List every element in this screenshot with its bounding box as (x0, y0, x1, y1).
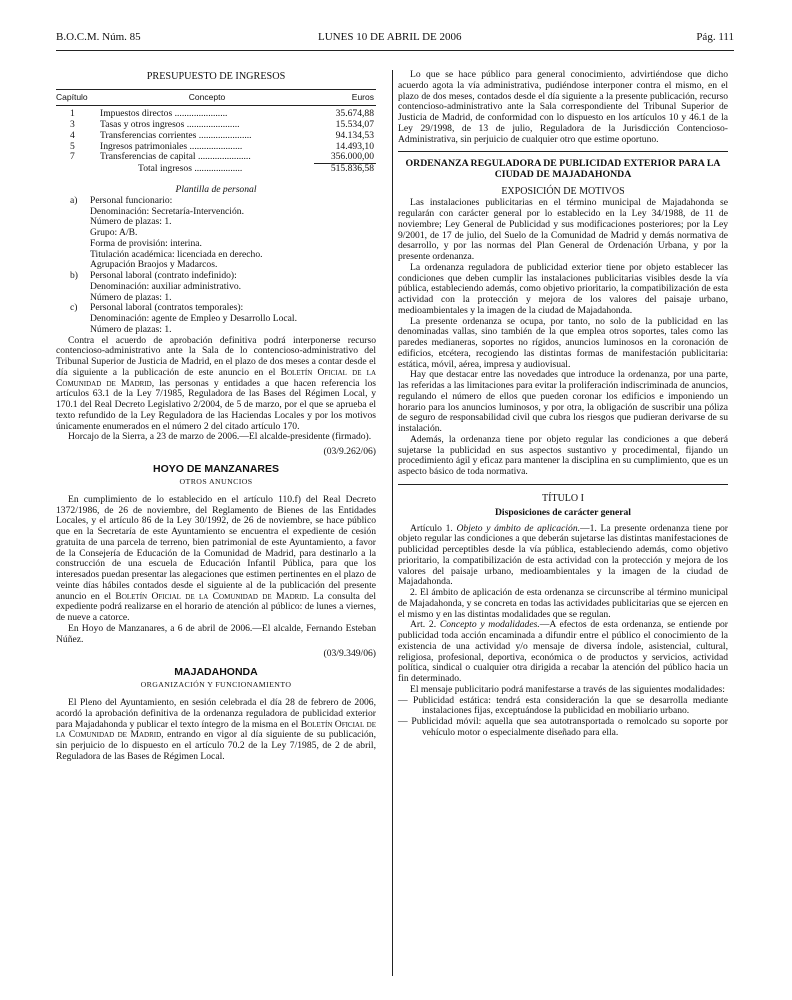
ordinance-title: ORDENANZA REGULADORA DE PUBLICIDAD EXTERIOR PARA LA CIUDAD DE MAJADAHONDA (405, 158, 721, 181)
staff-line: Número de plazas: 1. (90, 291, 172, 303)
publication-paragraph: Lo que se hace público para general conocimiento, advirtiéndose que dicho acuerdo agota la vía administrativa, pudiéndose interponer contra el mismo, en el plazo de dos meses, contados desde el día siguiente a la presente publicación, recurso contencioso-administrativo ante la Sala correspondiente del Tribunal Superior de Justicia de Madrid, de conformidad con lo dispuesto en los artículos 10 y 46.1 de la Ley 29/1998, de 13 de julio, Reguladora de la Jurisdicción Contencioso-Administrativa, sin perjuicio de cualquier otro que estime oportuno. (398, 69, 728, 145)
chapter-cell: 4 (70, 129, 75, 141)
exposition-paragraph: Además, la ordenanza tiene por objeto regular las condiciones a que deberá sujetarse la publicidad en sus aspectos sustantivo y procedimental, fijando un procedimiento ágil y eficaz para mantener la disciplina en su cumplimiento, que es un aspecto básico de toda normativa. (398, 433, 728, 477)
budget-table (56, 89, 376, 175)
amount-cell: 14.493,10 (335, 140, 374, 152)
budget-title: PRESUPUESTO DE INGRESOS (146, 71, 286, 82)
staff-title: Plantilla de personal (175, 183, 257, 195)
concept-cell: Transferencias corrientes ...................... (100, 129, 252, 141)
concept-cell: Ingresos patrimoniales ...................... (100, 140, 243, 152)
left-column (56, 70, 376, 763)
concept-cell: Tasas y otros ingresos ...................... (100, 119, 240, 130)
reference-1: (03/9.262/06) (323, 446, 376, 457)
amount-cell: 15.534,07 (335, 119, 374, 130)
chapter-cell: 7 (70, 151, 75, 163)
col-euros: Euros (314, 90, 376, 106)
staff-line: Agrupación Braojos y Madarcos. (90, 259, 218, 271)
staff-line: a) Personal funcionario: (70, 194, 173, 206)
majadahonda-title: MAJADAHONDA (174, 666, 258, 678)
budget-total-row (56, 163, 376, 175)
hoyo-title: HOYO DE MANZANARES (152, 462, 279, 475)
total-amount: 515.836,58 (314, 163, 376, 175)
page-header (56, 30, 734, 44)
col-concept: Concepto (100, 90, 314, 106)
chapter-cell: 3 (70, 119, 75, 130)
hoyo-paragraph: En cumplimiento de lo establecido en el artículo 110.f) del Real Decreto 1372/1986, de 26 de noviembre, del Reglamento de Bienes de las Entidades Locales, y el artículo 86 de la Ley 30/1992, de 26 de noviembre, se hace público que en la Secretaría de este Ayuntamiento se encuentra el expediente de cesión gratuita de una parcela de terreno, bien patrimonial de este Ayuntamiento, a favor de la Consejería de Educación de la Comunidad de Madrid, para destinarlo a la construcción de una escuela de Educación Infantil Pública, para que los interesados puedan presentar las alegaciones que estimen pertinentes en el plazo de veinte días hábiles contados desde el siguiente al de la publicación del presente anuncio en el Boletín Oficial de la Comunidad de Madrid. La consulta del expediente podrá realizarse en el horario de atención al público: de lunes a viernes, de nueve a catorce. (56, 493, 376, 623)
modality-item: — Publicidad estática: tendrá esta consideración la que se desarrolla mediante instalaciones fijas, exceptuándose la publicidad en mobiliario urbano. (398, 694, 728, 717)
hoyo-subtitle: OTROS ANUNCIOS (179, 476, 253, 486)
exposition-paragraph: Hay que destacar entre las novedades que introduce la ordenanza, por una parte, las referidas a las limitaciones para evitar la proliferación indiscriminada de anuncios, regulando el número de ellos que pueden coronar los edificios e imponiendo un horario para los anuncios luminosos, y por otra, la obligación de suscribir una póliza de seguro de responsabilidad civil que cubra los riesgos que pudieran derivarse de su instalación. (398, 369, 728, 434)
col-chapter: Capítulo (56, 90, 100, 106)
staff-list (56, 196, 376, 336)
exposition-heading: EXPOSICIÓN DE MOTIVOS (501, 186, 625, 198)
staff-line: Grupo: A/B. (90, 227, 138, 238)
reference-2: (03/9.349/06) (323, 648, 376, 660)
budget-row (56, 152, 376, 163)
column-divider (392, 70, 393, 976)
exposition-paragraph: La ordenanza reguladora de publicidad exterior tiene por objeto establecer las condiciones que deben cumplir las instalaciones publicitarias visibles desde la vía pública, estableciendo además, como objetivo prioritario, la compatibilización de esta actividad con la protección y mejora de los valores del paisaje urbano, medioambientales y la imagen de la ciudad de Majadahonda. (398, 261, 728, 316)
staff-line: Número de plazas: 1. (90, 216, 172, 228)
chapter-cell: 5 (70, 140, 75, 152)
header-rule (56, 50, 734, 51)
article-2: Art. 2. Concepto y modalidades.—A efectos de esta ordenanza, se entiende por publicidad toda acción encaminada a difundir entre el público el conocimiento de la existencia de una actividad y/o mensaje de diversa índole, asistencial, cultural, religiosa, profesional, deportiva, económica o de productos y servicios, actividad política, sindical o cualquier otra dirigida a recabar la atención del público hacia un fin determinado. (398, 619, 729, 684)
modality-item: — Publicidad móvil: aquella que sea autotransportada o remolcado su soporte por vehículo motor o especialmente diseñado para ella. (398, 716, 728, 738)
appeal-paragraph: Contra el acuerdo de aprobación definitiva podrá interponerse recurso contencioso-administrativo ante la Sala de lo contencioso-administrativo del Tribunal Superior de Justicia de Madrid, en el plazo de dos meses a contar desde el día siguiente a la publicación de este anuncio en el Boletín Oficial de la Comunidad de Madrid, las personas y entidades a que hacen referencia los artículos 63.1 de la Ley 7/1985, Reguladora de las Bases del Régimen Local, y 170.1 del Real Decreto Legislativo 2/2004, de 5 de marzo, por el que se aprueba el texto refundido de la Ley Reguladora de las Haciendas Locales y por los motivos únicamente enumerados en el número 2 del citado artículo 170. (56, 334, 377, 432)
staff-line: Forma de provisión: interina. (90, 237, 202, 249)
exposition-paragraph: Las instalaciones publicitarias en el término municipal de Majadahonda se regularán con carácter general por lo establecido en la Ley 34/1988, de 11 de noviembre; Ley General de Publicidad y sus modificaciones posteriores; por la Ley 9/2001, de 17 de julio, del Suelo de la Comunidad de Madrid y demás normativa de desarrollo, y por las normas del Plan General de Ordenación Urbana, y por la presente ordenanza. (398, 197, 728, 262)
concept-cell: Transferencias de capital ...................... (100, 151, 251, 163)
section-rule (398, 145, 728, 152)
staff-line: Denominación: auxiliar administrativo. (90, 280, 242, 292)
modalities-list (398, 696, 728, 739)
majadahonda-subtitle: ORGANIZACIÓN Y FUNCIONAMIENTO (140, 680, 292, 689)
exposition-paragraph: La presente ordenanza se ocupa, por tanto, no solo de la publicidad en las denominadas vallas, sino también de la que emplea otros soportes, tales como las paredes medianeras, soportes no rígidos, anuncios luminosos en la coronación de edificios, etcétera, recogiendo las distintas formas de manifestación publicitaria: estática, móvil, aérea, impresa y audiovisual. (398, 315, 728, 370)
staff-line: b) Personal laboral (contrato indefinido): (70, 270, 237, 281)
hoyo-signature: En Hoyo de Manzanares, a 6 de abril de 2006.—El alcalde, Fernando Esteban Núñez. (56, 622, 376, 645)
article-2-2: El mensaje publicitario podrá manifestarse a través de las siguientes modalidades: (410, 683, 725, 695)
budget-header-row (56, 90, 376, 106)
exposition-paragraphs (398, 198, 728, 478)
amount-cell: 356.000,00 (314, 152, 376, 163)
general-provisions-heading: Disposiciones de carácter general (495, 506, 631, 518)
staff-line: Denominación: agente de Empleo y Desarrollo Local. (90, 313, 297, 324)
amount-cell: 94.134,53 (335, 129, 374, 141)
majadahonda-paragraph: El Pleno del Ayuntamiento, en sesión celebrada el día 28 de febrero de 2006, acordó la aprobación definitiva de la ordenanza reguladora de publicidad exterior para Majadahonda y publicar el texto íntegro de la misma en el Boletín Oficial de la Comunidad de Madrid, entrando en vigor al día siguiente de su publicación, sin perjuicio de lo dispuesto en el artículo 70.2 de la Ley 7/1985, de 2 de abril, Reguladora de las Bases de Régimen Local. (56, 697, 377, 762)
right-column (398, 70, 728, 739)
total-label: Total ingresos .................... (138, 163, 243, 174)
signature-paragraph: Horcajo de la Sierra, a 23 de marzo de 2006.—El alcalde-presidente (firmado). (68, 431, 372, 443)
staff-line: Número de plazas: 1. (90, 323, 172, 335)
amount-cell: 35.674,88 (335, 108, 374, 120)
staff-line: c) Personal laboral (contratos temporales): (70, 302, 244, 314)
concept-cell: Impuestos directos ...................... (100, 108, 228, 120)
article-1-2: 2. El ámbito de aplicación de esta ordenanza se circunscribe al término municipal de Majadahonda, y se concreta en todas las actividades publicitarias que se ejercen en el mismo y en las distintas modalidades que se regulan. (398, 587, 728, 620)
staff-line: Denominación: Secretaría-Intervención. (90, 205, 244, 217)
budget-rows (56, 109, 376, 163)
title-heading: TÍTULO I (542, 492, 584, 504)
chapter-cell: 1 (70, 108, 75, 120)
page-number: Pág. 111 (696, 31, 734, 43)
section-rule-2 (398, 478, 728, 485)
issue-date: LUNES 10 DE ABRIL DE 2006 (318, 31, 462, 43)
journal-ref: B.O.C.M. Núm. 85 (56, 31, 141, 43)
staff-line: Titulación académica: licenciada en derecho. (90, 248, 263, 260)
article-1: Artículo 1. Objeto y ámbito de aplicación.—1. La presente ordenanza tiene por objeto regular las condiciones a que deberán sujetarse las distintas manifestaciones de publicidad perceptibles desde la vía pública, estableciendo además, como objetivo prioritario, la compatibilización de esta actividad con la protección y mejora de los valores del paisaje urbano, medioambientales y la imagen de la ciudad de Majadahonda. (398, 522, 728, 588)
